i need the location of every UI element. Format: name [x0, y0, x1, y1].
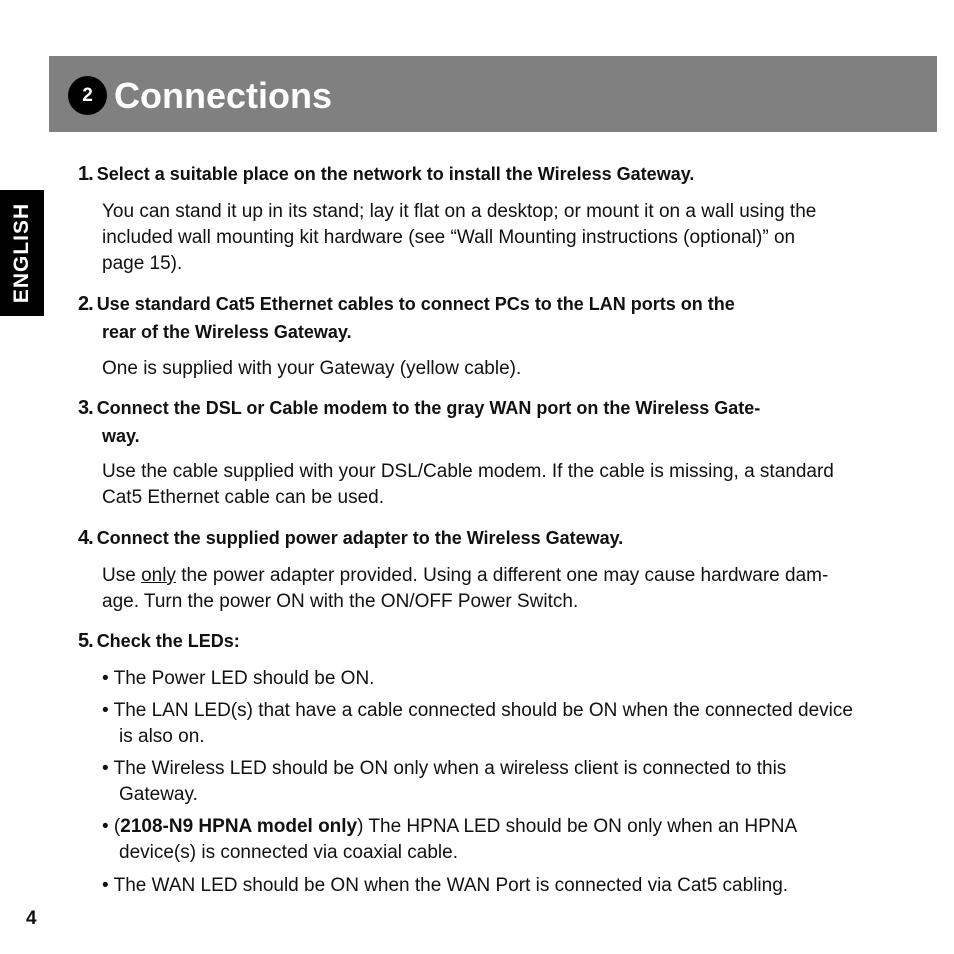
led-bullet-hpna: • (2108-N9 HPNA model only) The HPNA LED should be ON only when an HPNA device(s) is connected via coaxial cable.: [102, 816, 798, 863]
page-number: 4: [26, 908, 37, 929]
step-1-body: You can stand it up in its stand; lay it flat on a desktop; or mount it on a wall using the included wall mounting kit hardware (see “Wall Mounting instructions (optional)” on page 15).: [102, 201, 817, 274]
step-1-number: 1.: [78, 163, 93, 185]
step-2-body: One is supplied with your Gateway (yellow cable).: [102, 358, 522, 379]
step-3-body: Use the cable supplied with your DSL/Cable modem. If the cable is missing, a standard Cat5 Ethernet cable can be used.: [102, 461, 834, 508]
led-bullet-wireless: • The Wireless LED should be ON only when a wireless client is connected to this Gateway.: [102, 758, 787, 805]
step-4-body: Use only the power adapter provided. Using a different one may cause hardware dam- age. Turn the power ON with the ON/OFF Power Switch.: [102, 565, 829, 612]
step-5-number: 5.: [78, 630, 93, 652]
language-tab-label: ENGLISH: [10, 202, 33, 304]
step-5-heading: 5. Check the LEDs:: [78, 630, 240, 652]
page-title: Connections: [114, 75, 333, 116]
step-4-number: 4.: [78, 527, 93, 549]
step-3-heading: 3. Connect the DSL or Cable modem to the gray WAN port on the Wireless Gate- way.: [78, 397, 761, 446]
step-2-heading: 2. Use standard Cat5 Ethernet cables to connect PCs to the LAN ports on the rear of the Wireless Gateway.: [78, 293, 735, 342]
emphasis-only: only: [141, 565, 176, 586]
hpna-model-note: 2108-N9 HPNA model only: [120, 816, 358, 837]
step-1-heading: 1. Select a suitable place on the network to install the Wireless Gateway.: [78, 163, 695, 185]
led-bullet-wan: • The WAN LED should be ON when the WAN Port is connected via Cat5 cabling.: [102, 875, 789, 896]
step-4-heading: 4. Connect the supplied power adapter to the Wireless Gateway.: [78, 527, 624, 549]
led-bullet-power: • The Power LED should be ON.: [102, 668, 375, 689]
step-2-number: 2.: [78, 293, 93, 315]
led-bullet-lan: • The LAN LED(s) that have a cable connected should be ON when the connected device is also on.: [102, 700, 853, 747]
section-number-badge: 2: [68, 76, 107, 115]
step-3-number: 3.: [78, 397, 93, 419]
